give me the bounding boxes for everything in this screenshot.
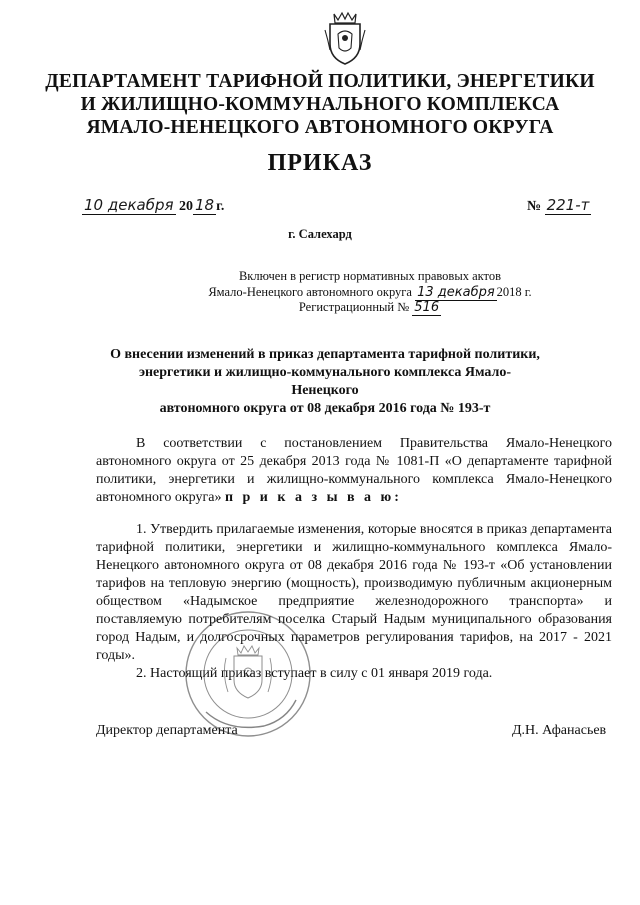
signer-title: Директор департамента — [96, 723, 238, 738]
order-date — [82, 196, 224, 215]
preamble-text: В соответствии с постановлением Правительства Ямало-Ненецкого автономного округа от 25 декабря 2013 года № 1081-П «О департаменте тарифной политики, энергетики и жилищно-коммунального комплекса Ямало-Ненецкого автономного округа» — [96, 436, 612, 505]
department-line-1: ДЕПАРТАМЕНТ ТАРИФНОЙ ПОЛИТИКИ, ЭНЕРГЕТИКИ — [45, 71, 595, 92]
registration-year: 2018 г. — [496, 284, 532, 299]
registration-line-2 — [160, 285, 580, 301]
department-line-2: И ЖИЛИЩНО-КОММУНАЛЬНОГО КОМПЛЕКСА — [80, 94, 560, 115]
document-type-title: ПРИКАЗ — [267, 150, 373, 176]
registration-handwritten-number: 516 — [414, 300, 440, 315]
official-stamp-icon — [182, 608, 314, 740]
handwritten-date: 10 декабря — [84, 196, 174, 214]
registration-block — [160, 269, 580, 316]
subject-line-1: О внесении изменений в приказ департамента тарифной политики, — [110, 347, 540, 362]
paragraph-1: 1. Утвердить прилагаемые изменения, которые вносятся в приказ департамента тарифной политики, энергетики и жилищно-коммунального комплекса Ямало-Ненецкого автономного округа от 08 декабря 2016 года № 193-т «Об установлении тарифов на тепловую энергию (мощность), производимую публичным акционерным обществом «Надымское предприятие железнодорожного транспорта» и поставляемую потребителям поселка Старый Надым муниципального образования город Надым, и долгосрочных параметров регулирования тарифов, на 2017 - 2021 годы». — [96, 522, 612, 663]
coat-of-arms-icon — [322, 10, 368, 66]
department-name — [40, 70, 600, 139]
subject-line-3: автономного округа от 08 декабря 2016 года № 193-т — [159, 401, 491, 416]
year-prefix: 20 — [179, 199, 194, 214]
order-word: п р и к а з ы в а ю: — [224, 490, 402, 505]
paragraph-2: 2. Настоящий приказ вступает в силу с 01 января 2019 года. — [136, 666, 493, 681]
subject-line-2: энергетики и жилищно-коммунального комплекса Ямало-Ненецкого — [138, 365, 512, 398]
registration-line-1: Включен в регистр нормативных правовых актов — [238, 269, 502, 283]
department-line-3: ЯМАЛО-НЕНЕЦКОГО АВТОНОМНОГО ОКРУГА — [86, 117, 554, 138]
handwritten-number: 221-т — [546, 196, 590, 214]
order-number — [527, 196, 591, 215]
registration-region: Ямало-Ненецкого автономного округа — [208, 284, 412, 299]
city-line: г. Салехард — [288, 227, 352, 241]
signer-name: Д.Н. Афанасьев — [512, 723, 607, 738]
year-suffix: г. — [216, 199, 225, 214]
preamble-paragraph — [96, 435, 612, 507]
order-subject — [110, 346, 540, 418]
registration-line-3 — [160, 300, 580, 316]
registration-number-label: Регистрационный № — [298, 300, 410, 314]
handwritten-year: 18 — [195, 196, 215, 214]
registration-handwritten-date: 13 декабря — [417, 284, 495, 300]
number-label: № — [527, 199, 542, 214]
